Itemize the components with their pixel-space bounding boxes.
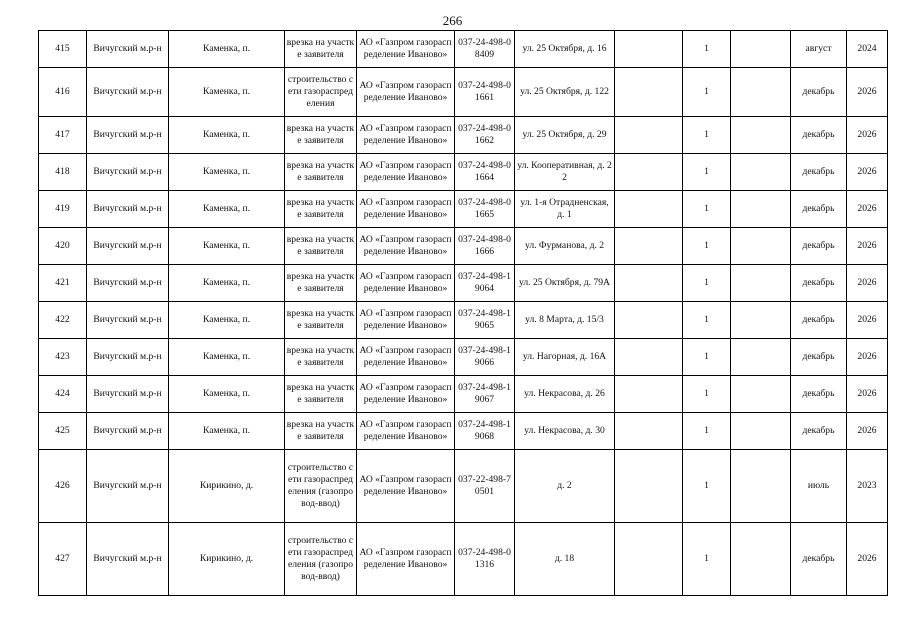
count-cell: 1 <box>683 154 731 191</box>
year-cell: 2026 <box>847 117 888 154</box>
work-type-cell: врезка на участке заявителя <box>285 154 357 191</box>
table-row <box>39 117 888 154</box>
work-type-cell: врезка на участке заявителя <box>285 302 357 339</box>
organization-cell: АО «Газпром газораспределение Иваново» <box>357 302 455 339</box>
organization-cell: АО «Газпром газораспределение Иваново» <box>357 154 455 191</box>
year-cell: 2026 <box>847 68 888 117</box>
table-row <box>39 31 888 68</box>
table-row <box>39 191 888 228</box>
table-row <box>39 450 888 523</box>
district-cell: Вичугский м.р-н <box>87 117 169 154</box>
table-row <box>39 376 888 413</box>
empty-cell <box>731 376 791 413</box>
settlement-cell: Каменка, п. <box>169 191 285 228</box>
application-code-cell: 037-24-498-19068 <box>455 413 515 450</box>
empty-cell <box>615 191 683 228</box>
address-cell: ул. 25 Октября, д. 29 <box>515 117 615 154</box>
count-cell: 1 <box>683 339 731 376</box>
district-cell: Вичугский м.р-н <box>87 523 169 596</box>
empty-cell <box>731 68 791 117</box>
address-cell: ул. Фурманова, д. 2 <box>515 228 615 265</box>
year-cell: 2026 <box>847 265 888 302</box>
count-cell: 1 <box>683 117 731 154</box>
district-cell: Вичугский м.р-н <box>87 413 169 450</box>
empty-cell <box>731 265 791 302</box>
settlement-cell: Каменка, п. <box>169 31 285 68</box>
application-code-cell: 037-24-498-19064 <box>455 265 515 302</box>
table-row <box>39 265 888 302</box>
settlement-cell: Кирикино, д. <box>169 523 285 596</box>
organization-cell: АО «Газпром газораспределение Иваново» <box>357 376 455 413</box>
district-cell: Вичугский м.р-н <box>87 191 169 228</box>
organization-cell: АО «Газпром газораспределение Иваново» <box>357 523 455 596</box>
row-number: 417 <box>39 117 87 154</box>
count-cell: 1 <box>683 191 731 228</box>
settlement-cell: Каменка, п. <box>169 265 285 302</box>
table-row <box>39 413 888 450</box>
work-type-cell: врезка на участке заявителя <box>285 228 357 265</box>
count-cell: 1 <box>683 302 731 339</box>
address-cell: ул. 25 Октября, д. 16 <box>515 31 615 68</box>
year-cell: 2026 <box>847 191 888 228</box>
settlement-cell: Каменка, п. <box>169 68 285 117</box>
row-number: 421 <box>39 265 87 302</box>
table-row <box>39 302 888 339</box>
year-cell: 2026 <box>847 154 888 191</box>
year-cell: 2024 <box>847 31 888 68</box>
year-cell: 2026 <box>847 523 888 596</box>
address-cell: ул. 25 Октября, д. 122 <box>515 68 615 117</box>
work-type-cell: врезка на участке заявителя <box>285 339 357 376</box>
work-type-cell: строительство сети газораспределения <box>285 68 357 117</box>
month-cell: декабрь <box>791 228 847 265</box>
empty-cell <box>615 68 683 117</box>
district-cell: Вичугский м.р-н <box>87 68 169 117</box>
month-cell: декабрь <box>791 154 847 191</box>
row-number: 415 <box>39 31 87 68</box>
month-cell: декабрь <box>791 413 847 450</box>
empty-cell <box>615 228 683 265</box>
empty-cell <box>615 376 683 413</box>
work-type-cell: врезка на участке заявителя <box>285 31 357 68</box>
empty-cell <box>615 450 683 523</box>
settlement-cell: Каменка, п. <box>169 154 285 191</box>
row-number: 416 <box>39 68 87 117</box>
row-number: 426 <box>39 450 87 523</box>
empty-cell <box>731 228 791 265</box>
count-cell: 1 <box>683 265 731 302</box>
work-type-cell: строительство сети газораспределения (газопровод-ввод) <box>285 450 357 523</box>
empty-cell <box>615 265 683 302</box>
address-cell: ул. 25 Октября, д. 79А <box>515 265 615 302</box>
count-cell: 1 <box>683 31 731 68</box>
row-number: 422 <box>39 302 87 339</box>
organization-cell: АО «Газпром газораспределение Иваново» <box>357 228 455 265</box>
empty-cell <box>731 117 791 154</box>
organization-cell: АО «Газпром газораспределение Иваново» <box>357 117 455 154</box>
row-number: 427 <box>39 523 87 596</box>
application-code-cell: 037-24-498-01665 <box>455 191 515 228</box>
organization-cell: АО «Газпром газораспределение Иваново» <box>357 191 455 228</box>
row-number: 418 <box>39 154 87 191</box>
row-number: 419 <box>39 191 87 228</box>
settlement-cell: Каменка, п. <box>169 228 285 265</box>
district-cell: Вичугский м.р-н <box>87 339 169 376</box>
application-code-cell: 037-24-498-08409 <box>455 31 515 68</box>
count-cell: 1 <box>683 376 731 413</box>
month-cell: декабрь <box>791 191 847 228</box>
table-row <box>39 154 888 191</box>
count-cell: 1 <box>683 68 731 117</box>
empty-cell <box>615 523 683 596</box>
settlement-cell: Каменка, п. <box>169 413 285 450</box>
empty-cell <box>615 413 683 450</box>
settlement-cell: Каменка, п. <box>169 339 285 376</box>
organization-cell: АО «Газпром газораспределение Иваново» <box>357 413 455 450</box>
empty-cell <box>615 31 683 68</box>
empty-cell <box>731 191 791 228</box>
application-code-cell: 037-24-498-01666 <box>455 228 515 265</box>
month-cell: декабрь <box>791 68 847 117</box>
work-type-cell: врезка на участке заявителя <box>285 376 357 413</box>
month-cell: декабрь <box>791 523 847 596</box>
month-cell: август <box>791 31 847 68</box>
application-code-cell: 037-24-498-01661 <box>455 68 515 117</box>
address-cell: ул. Кооперативная, д. 22 <box>515 154 615 191</box>
district-cell: Вичугский м.р-н <box>87 450 169 523</box>
table-row <box>39 523 888 596</box>
month-cell: декабрь <box>791 117 847 154</box>
application-code-cell: 037-24-498-01664 <box>455 154 515 191</box>
district-cell: Вичугский м.р-н <box>87 376 169 413</box>
application-code-cell: 037-24-498-19066 <box>455 339 515 376</box>
page-number: 266 <box>442 13 463 28</box>
row-number: 424 <box>39 376 87 413</box>
month-cell: декабрь <box>791 376 847 413</box>
row-number: 425 <box>39 413 87 450</box>
month-cell: декабрь <box>791 302 847 339</box>
table-row <box>39 68 888 117</box>
count-cell: 1 <box>683 413 731 450</box>
address-cell: д. 18 <box>515 523 615 596</box>
year-cell: 2023 <box>847 450 888 523</box>
year-cell: 2026 <box>847 302 888 339</box>
organization-cell: АО «Газпром газораспределение Иваново» <box>357 68 455 117</box>
address-cell: д. 2 <box>515 450 615 523</box>
connection-registry-table <box>38 30 888 596</box>
organization-cell: АО «Газпром газораспределение Иваново» <box>357 265 455 302</box>
month-cell: июль <box>791 450 847 523</box>
empty-cell <box>615 302 683 339</box>
empty-cell <box>731 450 791 523</box>
address-cell: ул. 1-я Отрадненская, д. 1 <box>515 191 615 228</box>
settlement-cell: Каменка, п. <box>169 302 285 339</box>
district-cell: Вичугский м.р-н <box>87 154 169 191</box>
empty-cell <box>731 339 791 376</box>
work-type-cell: врезка на участке заявителя <box>285 413 357 450</box>
year-cell: 2026 <box>847 339 888 376</box>
table-row <box>39 339 888 376</box>
work-type-cell: строительство сети газораспределения (газопровод-ввод) <box>285 523 357 596</box>
application-code-cell: 037-24-498-19065 <box>455 302 515 339</box>
empty-cell <box>615 339 683 376</box>
application-code-cell: 037-24-498-19067 <box>455 376 515 413</box>
district-cell: Вичугский м.р-н <box>87 31 169 68</box>
row-number: 420 <box>39 228 87 265</box>
count-cell: 1 <box>683 450 731 523</box>
year-cell: 2026 <box>847 413 888 450</box>
address-cell: ул. 8 Марта, д. 15/3 <box>515 302 615 339</box>
empty-cell <box>731 31 791 68</box>
month-cell: декабрь <box>791 339 847 376</box>
table-row <box>39 228 888 265</box>
empty-cell <box>731 302 791 339</box>
empty-cell <box>731 523 791 596</box>
address-cell: ул. Некрасова, д. 26 <box>515 376 615 413</box>
year-cell: 2026 <box>847 228 888 265</box>
application-code-cell: 037-24-498-01662 <box>455 117 515 154</box>
district-cell: Вичугский м.р-н <box>87 302 169 339</box>
district-cell: Вичугский м.р-н <box>87 228 169 265</box>
settlement-cell: Кирикино, д. <box>169 450 285 523</box>
organization-cell: АО «Газпром газораспределение Иваново» <box>357 450 455 523</box>
district-cell: Вичугский м.р-н <box>87 265 169 302</box>
row-number: 423 <box>39 339 87 376</box>
settlement-cell: Каменка, п. <box>169 117 285 154</box>
empty-cell <box>615 154 683 191</box>
empty-cell <box>731 413 791 450</box>
application-code-cell: 037-22-498-70501 <box>455 450 515 523</box>
organization-cell: АО «Газпром газораспределение Иваново» <box>357 339 455 376</box>
address-cell: ул. Нагорная, д. 16А <box>515 339 615 376</box>
settlement-cell: Каменка, п. <box>169 376 285 413</box>
address-cell: ул. Некрасова, д. 30 <box>515 413 615 450</box>
work-type-cell: врезка на участке заявителя <box>285 191 357 228</box>
work-type-cell: врезка на участке заявителя <box>285 265 357 302</box>
empty-cell <box>731 154 791 191</box>
application-code-cell: 037-24-498-01316 <box>455 523 515 596</box>
month-cell: декабрь <box>791 265 847 302</box>
count-cell: 1 <box>683 228 731 265</box>
count-cell: 1 <box>683 523 731 596</box>
year-cell: 2026 <box>847 376 888 413</box>
work-type-cell: врезка на участке заявителя <box>285 117 357 154</box>
empty-cell <box>615 117 683 154</box>
organization-cell: АО «Газпром газораспределение Иваново» <box>357 31 455 68</box>
